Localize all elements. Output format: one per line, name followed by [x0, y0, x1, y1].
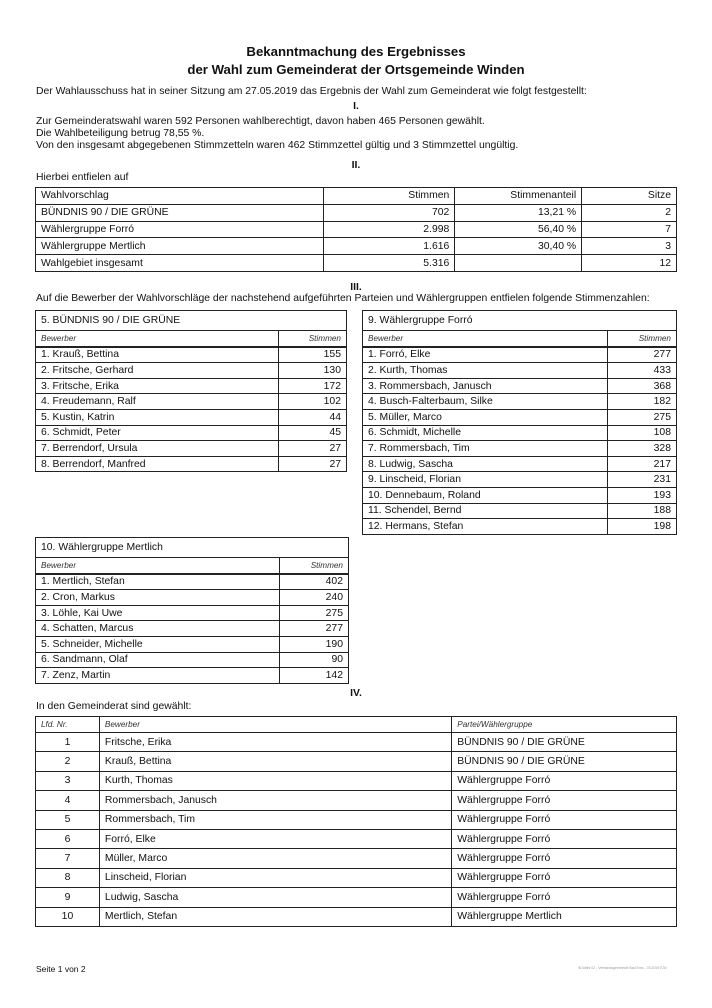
member-number: 4	[36, 791, 100, 810]
table-row	[36, 621, 349, 637]
column-header-sitze: Sitze	[582, 188, 677, 205]
candidate-name: 3. Rommersbach, Janusch	[363, 378, 608, 394]
table-row	[36, 347, 347, 363]
table-row	[36, 394, 347, 410]
table-row	[36, 590, 349, 606]
party-share: 56,40 %	[455, 221, 582, 238]
candidate-name: 3. Löhle, Kai Uwe	[36, 605, 280, 621]
member-party: Wählergruppe Forró	[452, 791, 677, 810]
party-name: Wählergruppe Mertlich	[36, 238, 324, 255]
candidate-name: 4. Schatten, Marcus	[36, 621, 280, 637]
candidate-name: 2. Fritsche, Gerhard	[36, 363, 279, 379]
member-party: Wählergruppe Mertlich	[452, 907, 677, 926]
member-number: 1	[36, 733, 100, 752]
party-share: 13,21 %	[455, 204, 582, 221]
member-party: Wählergruppe Forró	[452, 888, 677, 907]
party-share: 30,40 %	[455, 238, 582, 255]
list-column-header-row	[363, 331, 677, 347]
table-row	[36, 733, 677, 752]
candidate-votes: 275	[280, 605, 349, 621]
party-votes: 2.998	[323, 221, 455, 238]
table-row	[36, 441, 347, 457]
column-header-bewerber: Bewerber	[363, 331, 608, 347]
member-party: Wählergruppe Forró	[452, 771, 677, 790]
column-header-wahlvorschlag: Wahlvorschlag	[36, 188, 324, 205]
candidate-votes: 102	[278, 394, 346, 410]
table-row	[363, 487, 677, 503]
column-header-stimmenanteil: Stimmenanteil	[455, 188, 582, 205]
total-seats: 12	[582, 255, 677, 272]
candidate-name: 1. Forró, Elke	[363, 347, 608, 363]
table-header-row	[36, 717, 677, 733]
party-seats: 3	[582, 238, 677, 255]
candidate-votes: 433	[607, 363, 676, 379]
table-row	[36, 810, 677, 829]
party-votes: 1.616	[323, 238, 455, 255]
candidate-name: 12. Hermans, Stefan	[363, 519, 608, 535]
page-number: Seite 1 von 2	[36, 964, 86, 974]
intro-text: Der Wahlausschuss hat in seiner Sitzung am 27.05.2019 das Ergebnis der Wahl zum Gemeinderat wie folgt festgestellt:	[36, 86, 587, 97]
table-row	[36, 409, 347, 425]
section-heading-1: I.	[353, 101, 359, 112]
list-title-row	[36, 311, 347, 331]
candidate-votes: 108	[607, 425, 676, 441]
section-heading-3: III.	[350, 282, 362, 293]
candidate-votes: 328	[607, 441, 676, 457]
member-name: Mertlich, Stefan	[99, 907, 451, 926]
list-title: 10. Wählergruppe Mertlich	[36, 538, 349, 558]
candidate-votes: 198	[607, 519, 676, 535]
section-3-label: Auf die Bewerber der Wahlvorschläge der nachstehend aufgeführten Parteien und Wählergruppen entfielen folgende Stimmenzahlen:	[36, 293, 650, 304]
candidate-name: 7. Zenz, Martin	[36, 668, 280, 684]
column-header-bewerber: Bewerber	[36, 558, 280, 574]
member-number: 10	[36, 907, 100, 926]
candidate-votes: 275	[607, 409, 676, 425]
member-party: Wählergruppe Forró	[452, 829, 677, 848]
candidate-votes: 182	[607, 394, 676, 410]
list-title: 5. BÜNDNIS 90 / DIE GRÜNE	[36, 311, 347, 331]
member-name: Linscheid, Florian	[99, 868, 451, 887]
member-name: Rommersbach, Janusch	[99, 791, 451, 810]
member-number: 8	[36, 868, 100, 887]
member-name: Ludwig, Sascha	[99, 888, 451, 907]
candidate-votes: 193	[607, 487, 676, 503]
candidate-name: 6. Schmidt, Peter	[36, 425, 279, 441]
member-name: Müller, Marco	[99, 849, 451, 868]
candidate-name: 7. Rommersbach, Tim	[363, 441, 608, 457]
list-column-header-row	[36, 558, 349, 574]
member-number: 5	[36, 810, 100, 829]
table-row	[36, 456, 347, 472]
party-results-table	[35, 187, 677, 272]
column-header-stimmen: Stimmen	[280, 558, 349, 574]
candidate-name: 11. Schendel, Bernd	[363, 503, 608, 519]
member-party: BÜNDNIS 90 / DIE GRÜNE	[452, 733, 677, 752]
table-row	[36, 888, 677, 907]
table-row	[36, 791, 677, 810]
table-row	[363, 363, 677, 379]
ballots-text: Von den insgesamt abgegebenen Stimmzetteln waren 462 Stimmzettel gültig und 3 Stimmzettel ungültig.	[36, 140, 519, 151]
member-number: 2	[36, 752, 100, 771]
candidate-votes: 27	[278, 456, 346, 472]
candidate-name: 5. Schneider, Michelle	[36, 636, 280, 652]
candidate-votes: 217	[607, 456, 676, 472]
section-4-label: In den Gemeinderat sind gewählt:	[36, 701, 192, 712]
total-share	[455, 255, 582, 272]
candidate-name: 7. Berrendorf, Ursula	[36, 441, 279, 457]
table-row	[36, 668, 349, 684]
candidate-name: 2. Kurth, Thomas	[363, 363, 608, 379]
member-party: Wählergruppe Forró	[452, 849, 677, 868]
candidate-votes: 90	[280, 652, 349, 668]
turnout-text: Die Wahlbeteiligung betrug 78,55 %.	[36, 128, 205, 139]
table-row	[36, 204, 677, 221]
candidate-name: 6. Schmidt, Michelle	[363, 425, 608, 441]
member-number: 9	[36, 888, 100, 907]
table-row	[36, 771, 677, 790]
member-number: 3	[36, 771, 100, 790]
candidate-name: 5. Müller, Marco	[363, 409, 608, 425]
section-2-label: Hierbei entfielen auf	[36, 172, 129, 183]
table-row	[363, 378, 677, 394]
form-reference: W-Wahl 02 - Verbandsgemeinde Bad Ems - 03.2019 E30	[578, 966, 667, 970]
candidate-votes: 240	[280, 590, 349, 606]
table-row	[363, 441, 677, 457]
table-row	[36, 829, 677, 848]
candidate-name: 5. Kustin, Katrin	[36, 409, 279, 425]
party-name: Wählergruppe Forró	[36, 221, 324, 238]
table-row	[36, 752, 677, 771]
section-heading-4: IV.	[350, 688, 362, 699]
candidate-name: 3. Fritsche, Erika	[36, 378, 279, 394]
candidate-votes: 27	[278, 441, 346, 457]
table-row	[36, 425, 347, 441]
list-column-header-row	[36, 331, 347, 347]
member-number: 6	[36, 829, 100, 848]
candidate-votes: 155	[278, 347, 346, 363]
list-title-row	[36, 538, 349, 558]
table-row	[36, 868, 677, 887]
table-row	[36, 363, 347, 379]
candidate-votes: 402	[280, 574, 349, 590]
table-row	[36, 636, 349, 652]
candidate-name: 8. Berrendorf, Manfred	[36, 456, 279, 472]
candidate-votes: 190	[280, 636, 349, 652]
list-title: 9. Wählergruppe Forró	[363, 311, 677, 331]
table-row	[36, 652, 349, 668]
member-name: Kurth, Thomas	[99, 771, 451, 790]
document-title-line-2: der Wahl zum Gemeinderat der Ortsgemeinde Winden	[187, 62, 525, 77]
table-row	[363, 347, 677, 363]
candidate-votes: 44	[278, 409, 346, 425]
table-row	[36, 238, 677, 255]
table-row	[363, 409, 677, 425]
total-votes: 5.316	[323, 255, 455, 272]
candidate-votes: 130	[278, 363, 346, 379]
member-name: Krauß, Bettina	[99, 752, 451, 771]
eligible-voters-text: Zur Gemeinderatswahl waren 592 Personen wahlberechtigt, davon haben 465 Personen gewählt.	[36, 116, 485, 127]
member-party: BÜNDNIS 90 / DIE GRÜNE	[452, 752, 677, 771]
candidate-name: 1. Mertlich, Stefan	[36, 574, 280, 590]
member-number: 7	[36, 849, 100, 868]
candidate-name: 1. Krauß, Bettina	[36, 347, 279, 363]
member-party: Wählergruppe Forró	[452, 868, 677, 887]
candidate-votes: 277	[607, 347, 676, 363]
candidate-name: 4. Busch-Falterbaum, Silke	[363, 394, 608, 410]
table-row	[363, 519, 677, 535]
candidate-votes: 45	[278, 425, 346, 441]
candidate-name: 4. Freudemann, Ralf	[36, 394, 279, 410]
candidate-name: 6. Sandmann, Olaf	[36, 652, 280, 668]
table-row	[363, 472, 677, 488]
member-party: Wählergruppe Forró	[452, 810, 677, 829]
section-heading-2: II.	[351, 160, 361, 171]
candidate-name: 8. Ludwig, Sascha	[363, 456, 608, 472]
table-header-row	[36, 188, 677, 205]
candidate-name: 2. Cron, Markus	[36, 590, 280, 606]
total-label: Wahlgebiet insgesamt	[36, 255, 324, 272]
column-header-stimmen: Stimmen	[323, 188, 455, 205]
party-seats: 7	[582, 221, 677, 238]
candidate-votes: 368	[607, 378, 676, 394]
table-row	[36, 221, 677, 238]
table-row	[36, 574, 349, 590]
candidate-table-buendnis	[35, 310, 347, 472]
table-row	[363, 425, 677, 441]
candidate-votes: 172	[278, 378, 346, 394]
column-header-stimmen: Stimmen	[607, 331, 676, 347]
table-row	[363, 456, 677, 472]
table-row	[363, 503, 677, 519]
party-name: BÜNDNIS 90 / DIE GRÜNE	[36, 204, 324, 221]
table-total-row	[36, 255, 677, 272]
table-row	[36, 849, 677, 868]
table-row	[36, 378, 347, 394]
list-title-row	[363, 311, 677, 331]
table-row	[36, 907, 677, 926]
elected-members-table	[35, 716, 677, 927]
column-header-stimmen: Stimmen	[278, 331, 346, 347]
candidate-table-forro	[362, 310, 677, 535]
candidate-table-mertlich	[35, 537, 349, 684]
table-row	[363, 394, 677, 410]
candidate-votes: 231	[607, 472, 676, 488]
column-header-bewerber: Bewerber	[36, 331, 279, 347]
member-name: Rommersbach, Tim	[99, 810, 451, 829]
candidate-name: 9. Linscheid, Florian	[363, 472, 608, 488]
member-name: Forró, Elke	[99, 829, 451, 848]
party-seats: 2	[582, 204, 677, 221]
candidate-votes: 188	[607, 503, 676, 519]
column-header-lfd-nr: Lfd. Nr.	[36, 717, 100, 733]
party-votes: 702	[323, 204, 455, 221]
candidate-name: 10. Dennebaum, Roland	[363, 487, 608, 503]
member-name: Fritsche, Erika	[99, 733, 451, 752]
column-header-bewerber: Bewerber	[99, 717, 451, 733]
table-row	[36, 605, 349, 621]
document-title-line-1: Bekanntmachung des Ergebnisses	[246, 44, 466, 59]
column-header-partei: Partei/Wählergruppe	[452, 717, 677, 733]
candidate-votes: 142	[280, 668, 349, 684]
candidate-votes: 277	[280, 621, 349, 637]
